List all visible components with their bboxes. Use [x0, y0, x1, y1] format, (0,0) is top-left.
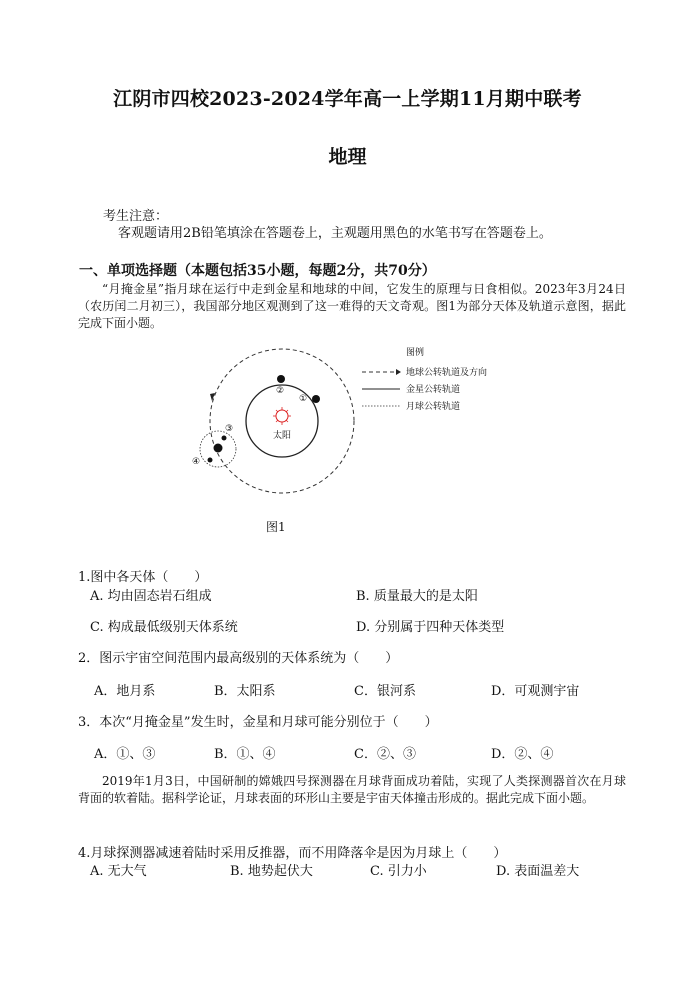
question-1-option-c[interactable]: C. 构成最低级别天体系统 [90, 620, 238, 635]
question-1-option-d[interactable]: D. 分别属于四种天体类型 [356, 620, 505, 635]
question-1-stem: 1.图中各天体（ ） [78, 570, 208, 585]
question-4-option-d[interactable]: D. 表面温差大 [496, 864, 580, 879]
passage-2: 2019年1月3日，中国研制的嫦娥四号探测器在月球背面成功着陆，实现了人类探测器首次在月球背面的软着陆。据科学论证，月球表面的环形山主要是宇宙天体撞击形成的。据此完成下面小题。 [78, 774, 626, 805]
question-3-stem: 3．本次“月掩金星”发生时，金星和月球可能分别位于（ ） [78, 715, 438, 730]
question-3-option-c[interactable]: C．②、③ [354, 747, 416, 762]
page-title: 江阴市四校2023-2024学年高一上学期11月期中联考 [113, 88, 582, 110]
notice-text: 客观题请用2B铅笔填涂在答题卷上，主观题用黑色的水笔书写在答题卷上。 [118, 226, 552, 241]
legend-title: 图例 [406, 348, 425, 358]
sun-label: 太阳 [273, 431, 292, 441]
question-4-stem: 4.月球探测器减速着陆时采用反推器，而不用降落伞是因为月球上（ ） [78, 846, 507, 861]
question-2-option-b[interactable]: B．太阳系 [214, 684, 276, 699]
passage-1: “月掩金星”指月球在运行中走到金星和地球的中间，它发生的原理与日食相似。2023年3月24日（农历闰二月初三），我国部分地区观测到了这一难得的天文奇观。图1为部分天体及轨道示意图，据此完成下面小题。 [78, 282, 626, 330]
question-3-option-a[interactable]: A．①、③ [94, 747, 156, 762]
earth-position [214, 444, 223, 453]
question-3-option-d[interactable]: D．②、④ [491, 747, 554, 762]
sun-icon [273, 407, 291, 425]
question-2-option-c[interactable]: C．银河系 [354, 684, 416, 699]
earth-orbit [210, 349, 354, 493]
marker-1: ① [299, 394, 308, 404]
moon-position-4 [208, 458, 213, 463]
venus-position-2 [277, 375, 285, 383]
venus-position-1 [312, 395, 320, 403]
figure-1-caption: 图1 [266, 520, 286, 534]
question-1-option-b[interactable]: B. 质量最大的是太阳 [356, 589, 478, 604]
question-2-option-d[interactable]: D．可观测宇宙 [491, 684, 580, 699]
question-4-option-b[interactable]: B. 地势起伏大 [230, 864, 313, 879]
marker-3: ③ [225, 424, 234, 434]
moon-position-3 [222, 436, 227, 441]
marker-4: ④ [192, 457, 201, 467]
legend-item-moon: 月球公转轨道 [406, 402, 461, 412]
question-4-option-a[interactable]: A. 无大气 [90, 864, 147, 879]
legend-item-venus: 金星公转轨道 [406, 385, 461, 395]
question-4-option-c[interactable]: C. 引力小 [370, 864, 427, 879]
figure-1-diagram [180, 338, 520, 513]
question-3-option-b[interactable]: B．①、④ [214, 747, 276, 762]
notice-label: 考生注意： [103, 209, 169, 224]
subject-title: 地理 [328, 146, 367, 168]
question-1-option-a[interactable]: A. 均由固态岩石组成 [90, 589, 212, 604]
section-heading: 一、单项选择题（本题包括35小题，每题2分，共70分） [79, 263, 436, 279]
marker-2: ② [276, 386, 285, 396]
earth-direction-arrow [210, 393, 215, 401]
legend-item-earth: 地球公转轨道及方向 [406, 368, 488, 378]
question-2-stem: 2．图示宇宙空间范围内最高级别的天体系统为（ ） [78, 651, 399, 666]
question-2-option-a[interactable]: A．地月系 [94, 684, 156, 699]
legend-arrow-icon [396, 369, 401, 375]
